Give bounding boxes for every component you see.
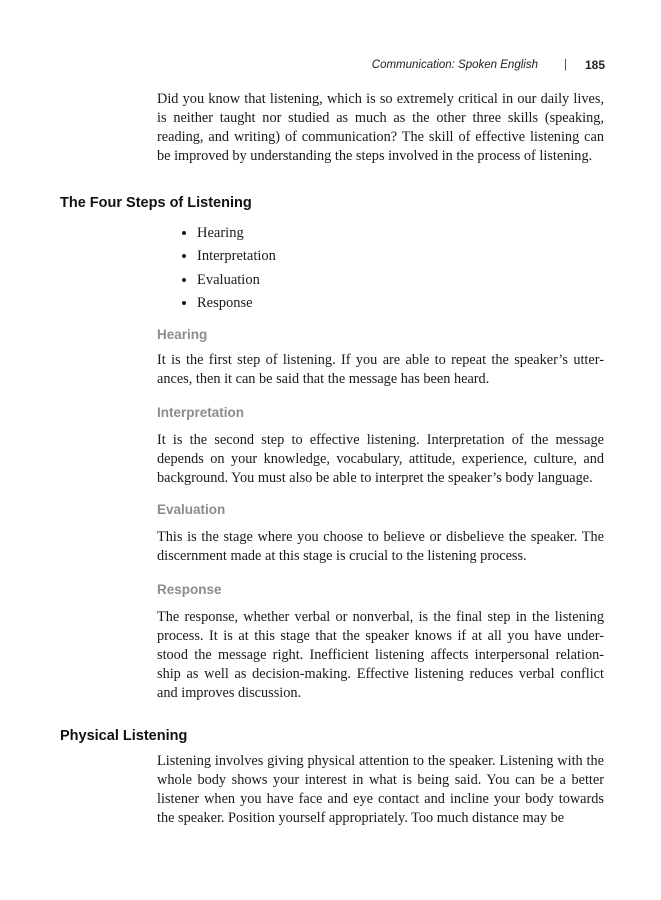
subheading-response: Response (157, 582, 222, 597)
intro-paragraph: Did you know that listening, which is so extremely critical in our daily lives, is neither taught nor studied as much as the other three skills (speaking, reading, and writing) of communication? The skill of effective listening can be improved by understanding the steps involved in the process of listening. (157, 91, 604, 164)
section-heading-four-steps: The Four Steps of Listening (60, 195, 252, 211)
page-number: 185 (584, 58, 605, 72)
list-item: • Hearing (197, 222, 276, 245)
subheading-interpretation: Interpretation (157, 405, 245, 420)
subheading-evaluation: Evaluation (157, 502, 226, 517)
physical-listening-paragraph: Listening involves giving physical attention to the speaker. Listening with the whole body shows your interest in what is being said. You can be a better listener when you have face and eye contact and incline your body towards the speaker. Position yourself appropriately. Too much distance may be (157, 753, 604, 826)
steps-list (175, 222, 276, 315)
running-title: Communication: Spoken English (371, 59, 538, 71)
header-separator: | (563, 59, 567, 71)
subheading-hearing: Hearing (157, 327, 208, 342)
list-item: • Interpretation (197, 245, 276, 268)
list-item: • Evaluation (197, 269, 276, 292)
list-item: • Response (197, 292, 276, 315)
response-paragraph: The response, whether verbal or nonverbal, is the final step in the listening process. It is at this stage that the speaker knows if at all you have under-stood the message right. Inefficient listening affects interpersonal relation-ship as well as decision-making. Effective listening reduces verbal conflict and improves discussion. (157, 609, 604, 701)
section-heading-physical-listening: Physical Listening (60, 728, 188, 744)
hearing-paragraph: It is the first step of listening. If you are able to repeat the speaker’s utter-ances, then it can be said that the message has been heard. (157, 352, 604, 387)
interpretation-paragraph: It is the second step to effective listening. Interpretation of the message depends on your knowledge, vocabulary, attitude, experience, culture, and background. You must also be able to interpret the speaker’s body language. (157, 432, 604, 486)
running-header (372, 58, 605, 72)
evaluation-paragraph: This is the stage where you choose to believe or disbelieve the speaker. The discernment made at this stage is crucial to the listening process. (157, 529, 604, 564)
